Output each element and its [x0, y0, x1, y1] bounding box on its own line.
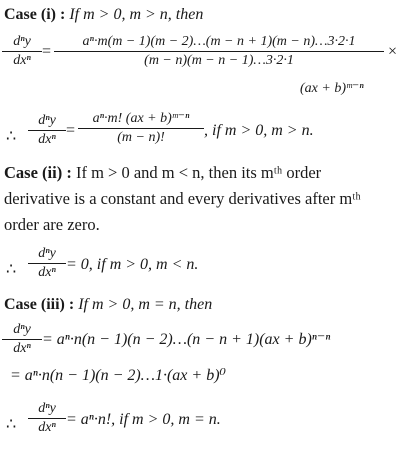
case1-therefore: ∴ [6, 128, 17, 145]
case2-line1 [4, 160, 321, 185]
case3-therefore: ∴ [6, 416, 17, 433]
case1-res-fraction [78, 111, 204, 146]
case1-res-den: (m − n)! [117, 130, 165, 145]
case1-big-num: aⁿ·m(m − 1)(m − 2)…(m − n + 1)(m − n)…3·2·1 [54, 34, 384, 52]
case3-line2: = aⁿ·n(n − 1)(n − 2)…1·(ax + b)⁰ [10, 367, 226, 384]
case1-tail: (ax + b)ᵐ⁻ⁿ [300, 81, 364, 96]
case1-equals: = [42, 43, 52, 60]
case1-lhs-den: dxⁿ [13, 53, 31, 68]
case3-lhs: dⁿy dxⁿ [2, 322, 42, 357]
case2-therefore: ∴ [6, 261, 17, 278]
case3-res-lhs: dⁿy dxⁿ [28, 401, 66, 436]
case2-lhs: dⁿy dxⁿ [28, 246, 66, 281]
case1-big-den: (m − n)(m − n − 1)…3·2·1 [144, 53, 294, 68]
case1-heading: Case (i) : [4, 6, 66, 23]
case3-result: = aⁿ·n!, if m > 0, m = n. [66, 411, 221, 428]
case2-heading: Case (ii) : [4, 163, 72, 182]
case1-lhs-fraction [2, 34, 42, 69]
case3-line [4, 296, 212, 314]
case1-res-num: aⁿ·m! (ax + b)ᵐ⁻ⁿ [78, 111, 204, 129]
case1-times: × [388, 43, 398, 60]
case1-line [4, 6, 203, 24]
case2-text1: If m > 0 and m < n, then its mᵗʰ order [71, 163, 322, 182]
case2-result: = 0, if m > 0, m < n. [66, 256, 199, 273]
case1-condition: If m > 0, m > n, then [65, 6, 204, 23]
case2-text3: order are zero. [4, 215, 100, 234]
case1-lhs-num: dⁿy [2, 34, 42, 52]
case1-res-equals: = [66, 122, 76, 139]
case1-big-fraction [54, 34, 384, 69]
case3-condition: If m > 0, m = n, then [74, 296, 213, 313]
case3-heading: Case (iii) : [4, 296, 75, 313]
case3-line1: = aⁿ·n(n − 1)(n − 2)…(n − n + 1)(ax + b)ⁿ⁻ⁿ [42, 331, 331, 348]
case1-res-condition: , if m > 0, m > n. [204, 122, 314, 139]
case2-text2: derivative is a constant and every derivatives after mᵗʰ [4, 189, 361, 208]
case1-res-lhs: dⁿy dxⁿ [28, 113, 66, 148]
